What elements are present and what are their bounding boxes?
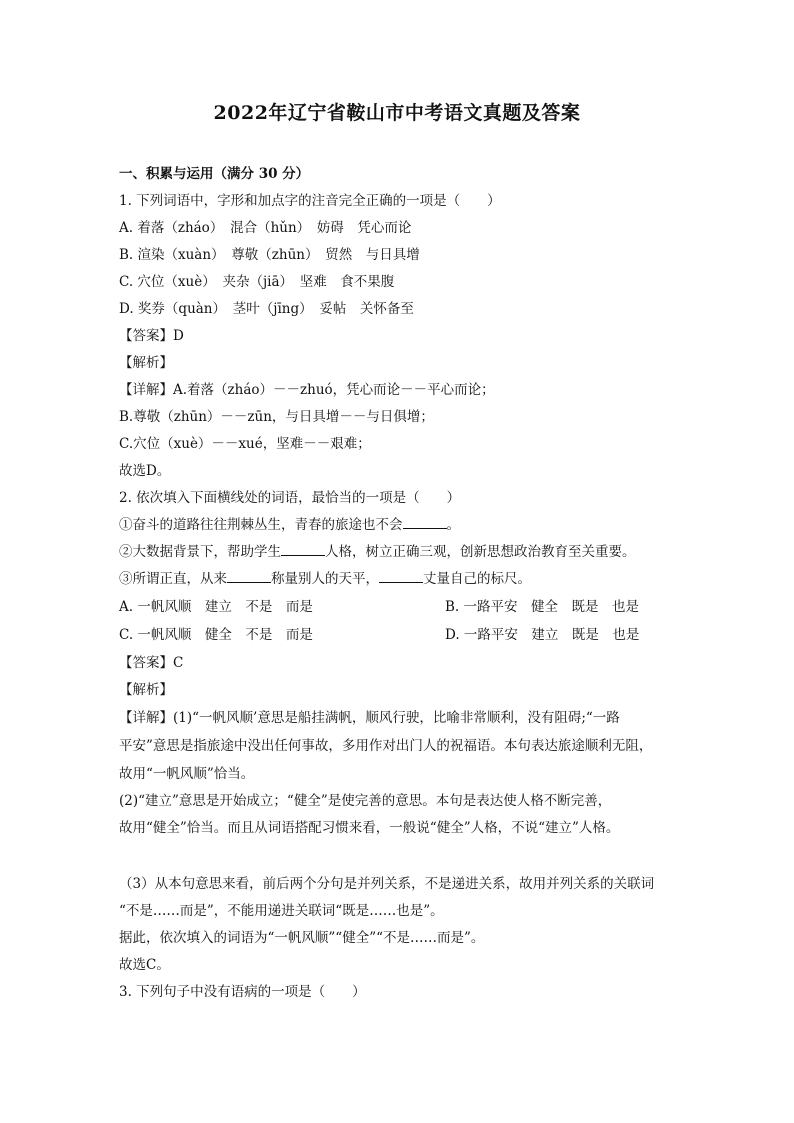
question-1-detail-line: 【详解】A.着落（zháo）－－zhuó，凭心而论－－平心而论； [119,382,495,398]
question-1-option-a: A. 着落（zháo） 混合（hǔn） 妨碍 凭心而论 [119,220,412,236]
question-2-analysis-label: 【解析】 [119,682,173,698]
question-1-detail-line: B.尊敬（zhūn）－－zūn，与日具增－－与日俱增； [119,409,434,425]
question-2-stem: 2. 依次填入下面横线处的词语，最恰当的一项是（ ） [119,490,461,506]
question-2-detail-line: 【详解】(1)“一帆风顺’意思是船挂满帆，顺风行驶，比喻非常顺利，没有阻碍;“一路 [119,710,620,726]
sentence-text: ①奋斗的道路往往荆棘丛生，青春的旅途也不会 [119,517,403,533]
question-2-detail-line: (2)“建立”意思是开始成立；“健全”是使完善的意思。本句是表达使人格不断完善， [119,793,612,809]
question-2-answer: 【答案】C [119,655,184,671]
question-2-option-b: B. 一路平安 健全 既是 也是 [445,599,640,615]
question-1-option-b: B. 渲染（xuàn） 尊敬（zhūn） 贸然 与日具增 [119,247,420,263]
question-3-stem: 3. 下列句子中没有语病的一项是（ ） [119,984,366,1000]
fill-blank [379,570,423,583]
sentence-text: 人格，树立正确三观，创新思想政治教育至关重要。 [325,544,636,560]
question-1-answer: 【答案】D [119,328,184,344]
sentence-text: 丈量自己的标尺。 [423,571,531,587]
question-2-detail-line: 据此，依次填入的词语为“一帆风顺”“健全”“不是……而是”。 [119,930,485,946]
question-2-detail-line: 故用“一帆风顺”恰当。 [119,766,255,782]
sentence-text: 称量别人的天平， [271,571,379,587]
question-1-stem: 1. 下列词语中，字形和加点字的注音完全正确的一项是（ ） [119,193,501,209]
sentence-text: ③所谓正直，从来 [119,571,227,587]
question-1-option-d: D. 奖券（quàn） 茎叶（jīng） 妥帖 关怀备至 [119,301,414,317]
question-2-sentence-3 [119,569,531,589]
question-2-sentence-2 [119,542,636,562]
question-1-detail-line: C.穴位（xuè）－－xué，坚难－－艰难； [119,436,371,452]
question-2-detail-line: 平安”意思是指旅途中没出任何事故，多用作对出门人的祝福语。本句表达旅途顺利无阻， [119,738,653,754]
question-2-detail-line: 故用“健全”恰当。而且从词语搭配习惯来看，一般说“健全”人格，不说“建立”人格。 [119,820,620,836]
question-1-analysis-label: 【解析】 [119,355,173,371]
question-2-sentence-1 [119,515,460,535]
question-2-detail-line: “不是……而是”，不能用递进关联词“既是……也是”。 [119,903,444,919]
sentence-text: ②大数据背景下，帮助学生 [119,544,281,560]
question-2-option-a: A. 一帆风顺 建立 不是 而是 [119,599,313,615]
question-2-option-d: D. 一路平安 建立 既是 也是 [445,627,640,643]
question-2-option-c: C. 一帆风顺 健全 不是 而是 [119,627,313,643]
document-title: 2022年辽宁省鞍山市中考语文真题及答案 [213,102,581,124]
question-1-option-c: C. 穴位（xuè） 夹杂（jiā） 坚难 食不果腹 [119,274,395,290]
question-1-conclusion: 故选D。 [119,463,171,479]
fill-blank [281,543,325,556]
fill-blank [227,570,271,583]
question-2-conclusion: 故选C。 [119,957,170,973]
question-2-detail-line: （3）从本句意思来看，前后两个分句是并列关系，不是递进关系，故用并列关系的关联词 [119,876,655,892]
sentence-text: 。 [446,517,460,533]
section-heading: 一、积累与运用（满分 30 分） [119,166,310,182]
fill-blank [403,516,447,529]
